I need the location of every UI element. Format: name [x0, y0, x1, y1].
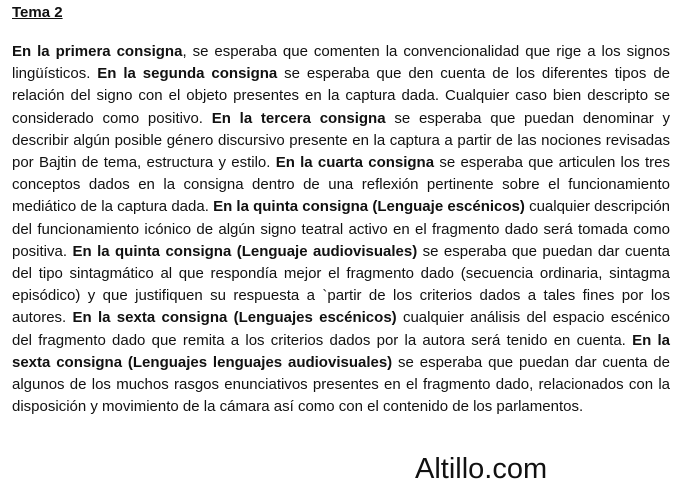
paragraph-text: cualquier descripción del funcionamiento icónico de algún signo teatral activo en el fragmento dado será tomada como positiva. — [12, 198, 671, 260]
consigna-heading: En la tercera consigna — [211, 109, 386, 127]
paragraph-text: se esperaba que puedan dar cuenta de algunos de los muchos rasgos enunciativos presentes en el fragmento dado, relacionados con la disposición y movimiento de la cámara así como con el contenido de los parlamentos. — [12, 353, 670, 416]
consigna-heading: En la cuarta consigna — [275, 154, 435, 172]
consigna-heading: En la sexta consigna (Lenguajes lenguajes audiovisuales) — [12, 331, 670, 371]
paragraph-text: , se esperaba que comenten la convencionalidad que rige a los signos lingüísticos. — [12, 43, 670, 83]
document-title: Tema 2 — [12, 4, 63, 21]
paragraph-text: se esperaba que articulen los tres conceptos dados en la consigna dentro de una reflexión pertinente sobre el funcionamiento mediático de la captura dada. — [12, 154, 671, 216]
consigna-heading: En la quinta consigna (Lenguaje escénicos) — [213, 198, 525, 216]
consigna-heading: En la segunda consigna — [97, 65, 278, 83]
consigna-heading: En la sexta consigna (Lenguajes escénicos) — [72, 309, 397, 327]
document-paragraph — [12, 41, 670, 418]
paragraph-text: se esperaba que den cuenta de los diferentes tipos de relación del signo con el objeto presentes en la captura dada. Cualquier caso bien descripto se considerado como positivo. — [12, 65, 670, 127]
consigna-heading: En la quinta consigna (Lenguaje audiovisuales) — [72, 242, 418, 260]
paragraph-text: se esperaba que puedan denominar y describir algún posible género discursivo presente en la captura a partir de las nociones revisadas por Bajtin de tema, estructura y estilo. — [12, 109, 670, 172]
watermark-logo: Altillo.com — [415, 453, 548, 485]
consigna-heading: En la primera consigna — [12, 43, 183, 60]
paragraph-text: se esperaba que puedan dar cuenta del tipo sintagmático al que respondía mejor el fragmento dado (secuencia ordinaria, sintagma episódico) y que justifiquen su respuesta a `partir de los criterios dados a tales fines por los autores. — [12, 242, 670, 327]
paragraph-text: cualquier análisis del espacio escénico del fragmento dado que remita a los criterios dados por la autora será tenido en cuenta. — [12, 309, 670, 349]
